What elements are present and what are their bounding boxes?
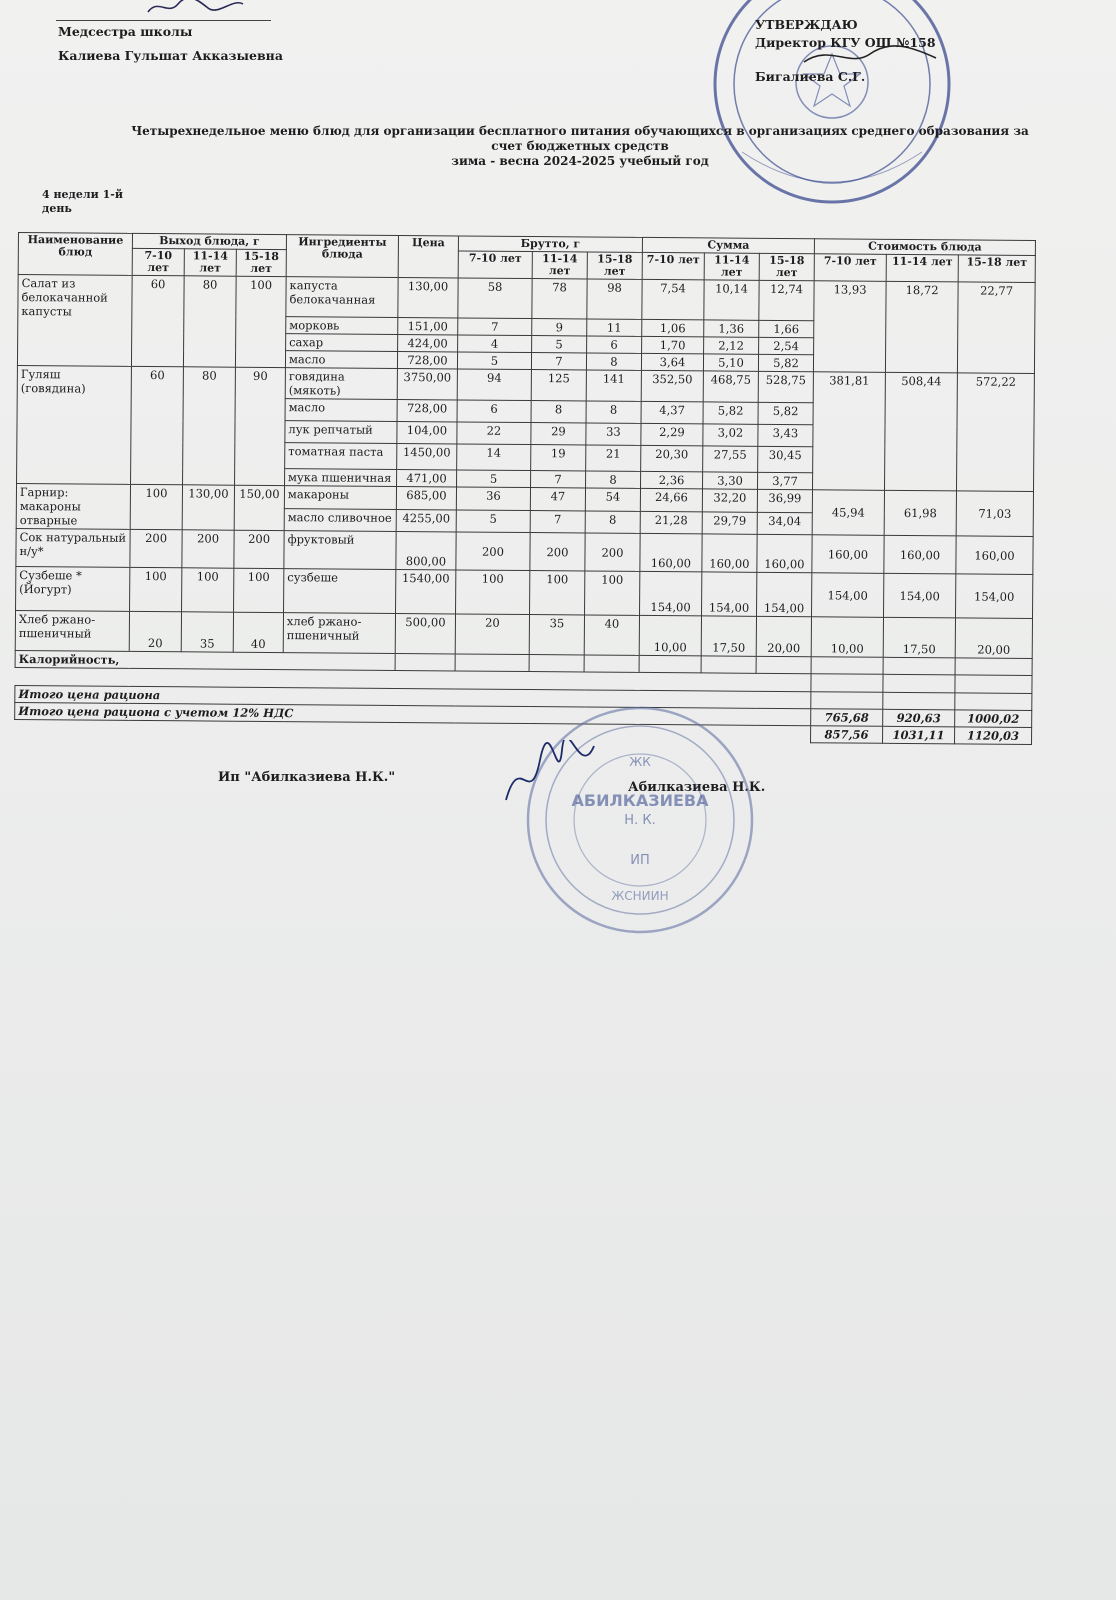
brutto-1: 4: [458, 335, 532, 353]
brutto-3: 98: [587, 279, 642, 319]
approve-word: УТВЕРЖДАЮ: [755, 17, 858, 32]
brutto-3: 21: [586, 445, 641, 471]
brutto-2: 200: [530, 533, 585, 571]
cost-1: 45,94: [812, 490, 884, 536]
brutto-1: 58: [458, 278, 532, 319]
total-label: Итого цена рациона: [15, 685, 811, 708]
cost-1: 154,00: [812, 573, 884, 618]
dish-name: Салат из белокачанной капусты: [17, 275, 132, 367]
sum-3: 3,77: [758, 472, 813, 489]
brutto-2: 100: [530, 571, 585, 615]
sum-3: 30,45: [758, 446, 813, 472]
brutto-age-1: 7-10 лет: [458, 251, 532, 279]
dish-name: Сок натуральный н/у*: [16, 528, 130, 567]
brutto-2: 35: [529, 615, 584, 655]
brutto-2: 8: [531, 401, 586, 423]
sum-2: 160,00: [702, 534, 757, 572]
sum-1: 20,30: [641, 445, 703, 471]
yield-1: 100: [130, 567, 182, 611]
cost-1: 10,00: [811, 617, 883, 658]
yield-2: 100: [182, 568, 234, 612]
brutto-1: 94: [457, 369, 531, 401]
yield-3: 150,00: [234, 485, 284, 530]
brutto-2: 7: [530, 510, 585, 533]
total-3: 1000,02: [955, 710, 1032, 728]
price: 424,00: [398, 334, 458, 351]
cost-age-3: 15-18 лет: [958, 255, 1035, 283]
supplier-name-right: Абилказиева Н.К.: [628, 780, 766, 795]
sum-3: 1,66: [759, 320, 814, 337]
sum-3: 160,00: [757, 534, 812, 572]
yield-1: 60: [131, 366, 184, 484]
brutto-2: 78: [532, 279, 587, 319]
sum-2: 2,12: [704, 337, 759, 354]
price: 1450,00: [397, 443, 457, 469]
col-brutto: Брутто, г: [458, 236, 642, 252]
cost-2: 160,00: [884, 535, 956, 574]
yield-2: 35: [181, 612, 233, 652]
sum-2: 17,50: [701, 616, 756, 656]
brutto-1: 5: [457, 470, 531, 488]
price: 130,00: [398, 277, 458, 317]
brutto-1: 6: [457, 400, 531, 423]
brutto-3: 11: [587, 319, 642, 336]
price: 471,00: [397, 469, 457, 486]
brutto-2: 47: [530, 488, 585, 511]
brutto-2: 29: [531, 423, 586, 445]
week-day-label: 4 недели 1-й день: [42, 188, 123, 215]
ingredient: фруктовый: [284, 531, 396, 570]
ingredient: лук репчатый: [285, 421, 397, 444]
sum-age-1: 7-10 лет: [642, 252, 704, 279]
table-row: [16, 566, 1033, 618]
ingredient: хлеб ржано-пшеничный: [283, 613, 395, 654]
price: 3750,00: [397, 368, 457, 399]
brutto-3: 8: [586, 353, 641, 370]
price: 800,00: [396, 531, 456, 569]
brutto-3: 141: [586, 370, 641, 401]
sum-age-2: 11-14 лет: [704, 253, 759, 280]
sum-3: 5,82: [758, 354, 813, 371]
sum-2: 1,36: [704, 320, 759, 337]
cost-age-1: 7-10 лет: [814, 254, 886, 282]
director-role: Директор КГУ ОШ №158: [755, 35, 936, 50]
cost-3: 20,00: [955, 618, 1032, 659]
brutto-1: 22: [457, 422, 531, 445]
price: 4255,00: [396, 509, 456, 532]
sum-3: 12,74: [759, 280, 814, 320]
brutto-2: 5: [532, 336, 587, 353]
yield-3: 40: [233, 612, 283, 652]
table-row: [17, 365, 1034, 404]
yield-age-3: 15-18 лет: [236, 249, 286, 276]
price: 500,00: [395, 613, 455, 653]
brutto-3: 200: [585, 533, 640, 571]
document-title: [100, 124, 1060, 169]
calories-label: Калорийность,: [15, 650, 395, 670]
title-line-3: зима - весна 2024-2025 учебный год: [451, 154, 709, 168]
cost-3: 154,00: [956, 574, 1033, 619]
cost-3: 160,00: [956, 536, 1033, 575]
cost-age-2: 11-14 лет: [886, 254, 958, 282]
sum-3: 2,54: [759, 337, 814, 354]
cost-3: 572,22: [957, 373, 1035, 492]
yield-2: 130,00: [182, 485, 234, 530]
stamp-center-text-3: ИП: [630, 853, 650, 868]
supplier-round-stamp: [520, 700, 760, 940]
price: 151,00: [398, 317, 458, 334]
menu-table: [14, 232, 1036, 745]
stamp-center-text-2: Н. К.: [624, 813, 656, 828]
ingredient: сузбеше: [284, 569, 396, 614]
sum-1: 3,64: [641, 353, 703, 370]
price: 685,00: [396, 486, 456, 509]
stamp-center-text-1: АБИЛКАЗИЕВА: [571, 791, 709, 810]
brutto-3: 40: [584, 615, 639, 655]
sum-1: 10,00: [639, 615, 701, 655]
cost-2: 17,50: [883, 617, 955, 658]
sum-3: 3,43: [758, 424, 813, 446]
brutto-1: 200: [456, 532, 530, 571]
ingredient: сахар: [286, 334, 398, 352]
col-yield: Выход блюда, г: [132, 233, 286, 249]
sum-2: 468,75: [703, 371, 758, 402]
cost-1: 160,00: [812, 535, 884, 574]
sum-1: 4,37: [641, 401, 703, 423]
ingredient: морковь: [286, 317, 398, 335]
total-vat-2: 1031,11: [883, 726, 955, 744]
supplier-signature: [500, 740, 600, 810]
yield-3: 200: [234, 530, 284, 568]
stamp-bottom-text: ЖСНИИН: [611, 889, 669, 903]
signature-line: [56, 20, 271, 21]
ingredient: макароны: [284, 486, 396, 509]
sum-3: 5,82: [758, 402, 813, 424]
nurse-role: Медсестра школы: [58, 24, 193, 39]
brutto-age-3: 15-18 лет: [587, 252, 642, 279]
supplier-name-left: Ип "Абилказиева Н.К.": [218, 770, 396, 785]
sum-2: 32,20: [702, 489, 757, 512]
dish-name: Гуляш (говядина): [17, 365, 132, 484]
sum-2: 10,14: [704, 280, 759, 320]
sum-1: 1,06: [642, 319, 704, 336]
brutto-3: 33: [586, 423, 641, 445]
yield-3: 100: [234, 568, 284, 612]
director-name: Бигалиева С.Г.: [755, 69, 866, 84]
sum-2: 5,10: [703, 354, 758, 371]
sum-3: 36,99: [757, 489, 812, 512]
yield-age-2: 11-14 лет: [184, 249, 236, 276]
col-price: Цена: [398, 235, 458, 277]
director-signature: [800, 42, 940, 72]
sum-1: 154,00: [640, 571, 702, 615]
yield-1: 100: [130, 484, 182, 529]
yield-3: 90: [235, 367, 286, 485]
col-ingredients: Ингредиенты блюда: [286, 235, 398, 278]
yield-1: 60: [131, 275, 184, 366]
table-row: [18, 275, 1035, 323]
title-line-1: Четырехнедельное меню блюд для организации бесплатного питания обучающихся в организациях среднего образования за: [131, 124, 1029, 138]
brutto-1: 7: [458, 318, 532, 336]
yield-1: 20: [129, 611, 181, 651]
sum-age-3: 15-18 лет: [759, 253, 814, 280]
nurse-name: Калиева Гульшат Акказыевна: [58, 48, 283, 63]
ingredient: томатная паста: [285, 443, 397, 470]
sum-3: 20,00: [756, 616, 811, 656]
sum-2: 27,55: [703, 446, 758, 472]
total-2: 920,63: [883, 709, 955, 727]
price: 728,00: [397, 399, 457, 421]
total-vat-3: 1120,03: [955, 727, 1032, 745]
stamp-top-text: ЖК: [629, 755, 651, 769]
brutto-1: 36: [456, 487, 530, 510]
ingredient: масло: [285, 399, 397, 422]
brutto-3: 8: [586, 471, 641, 488]
brutto-1: 20: [455, 614, 529, 655]
total-vat-label: Итого цена рациона с учетом 12% НДС: [15, 702, 811, 725]
sum-3: 34,04: [757, 512, 812, 535]
sum-2: 3,02: [703, 424, 758, 446]
sum-2: 29,79: [702, 511, 757, 534]
brutto-1: 5: [457, 352, 531, 370]
brutto-1: 14: [457, 444, 531, 471]
ingredient: масло сливочное: [284, 508, 396, 531]
yield-age-1: 7-10 лет: [132, 248, 184, 275]
ingredient: говядина (мякоть): [285, 368, 397, 400]
brutto-3: 8: [585, 510, 640, 533]
ingredient: капуста белокачанная: [286, 277, 398, 318]
cost-2: 18,72: [885, 281, 958, 373]
sum-2: 154,00: [702, 572, 757, 616]
sum-3: 154,00: [757, 572, 812, 616]
cost-2: 508,44: [885, 372, 958, 491]
brutto-3: 100: [585, 571, 640, 615]
brutto-2: 7: [531, 353, 586, 370]
sum-1: 24,66: [640, 488, 702, 511]
brutto-3: 6: [587, 336, 642, 353]
sum-1: 7,54: [642, 279, 704, 319]
yield-2: 200: [182, 530, 234, 568]
cost-2: 61,98: [884, 490, 956, 536]
sum-1: 1,70: [642, 336, 704, 353]
cost-2: 154,00: [884, 573, 956, 618]
yield-2: 80: [183, 276, 236, 367]
yield-3: 100: [235, 276, 286, 367]
sum-1: 160,00: [640, 533, 702, 571]
cost-3: 22,77: [957, 282, 1035, 374]
title-line-2: счет бюджетных средств: [491, 139, 669, 153]
brutto-3: 54: [585, 488, 640, 511]
brutto-2: 9: [532, 319, 587, 336]
dish-name: Сузбеше *(Йогурт): [16, 566, 130, 611]
price: 728,00: [397, 351, 457, 368]
col-cost: Стоимость блюда: [814, 239, 1035, 256]
brutto-3: 8: [586, 401, 641, 423]
sum-1: 2,29: [641, 423, 703, 445]
dish-name: Гарнир: макароны отварные: [16, 483, 130, 529]
cost-1: 381,81: [813, 372, 886, 491]
brutto-2: 7: [531, 471, 586, 488]
brutto-1: 100: [456, 570, 530, 615]
ingredient: мука пшеничная: [285, 469, 397, 487]
brutto-1: 5: [456, 509, 530, 532]
nurse-signature: [138, 0, 248, 20]
yield-2: 80: [183, 367, 236, 485]
sum-1: 352,50: [641, 370, 703, 401]
brutto-2: 19: [531, 445, 586, 471]
sum-1: 21,28: [640, 511, 702, 534]
sum-2: 3,30: [703, 472, 758, 489]
cost-3: 71,03: [956, 491, 1033, 537]
brutto-2: 125: [531, 370, 586, 401]
sum-1: 2,36: [641, 471, 703, 488]
sum-3: 528,75: [758, 371, 813, 402]
price: 1540,00: [396, 569, 456, 613]
col-sum: Сумма: [642, 237, 814, 253]
ingredient: масло: [285, 351, 397, 369]
total-vat-1: 857,56: [811, 726, 883, 744]
brutto-age-2: 11-14 лет: [532, 252, 587, 279]
sum-2: 5,82: [703, 402, 758, 424]
dish-name: Хлеб ржано-пшеничный: [15, 610, 129, 651]
price: 104,00: [397, 421, 457, 443]
total-1: 765,68: [811, 709, 883, 727]
cost-1: 13,93: [813, 281, 886, 373]
col-dish: Наименование блюд: [18, 233, 132, 276]
yield-1: 200: [130, 529, 182, 567]
